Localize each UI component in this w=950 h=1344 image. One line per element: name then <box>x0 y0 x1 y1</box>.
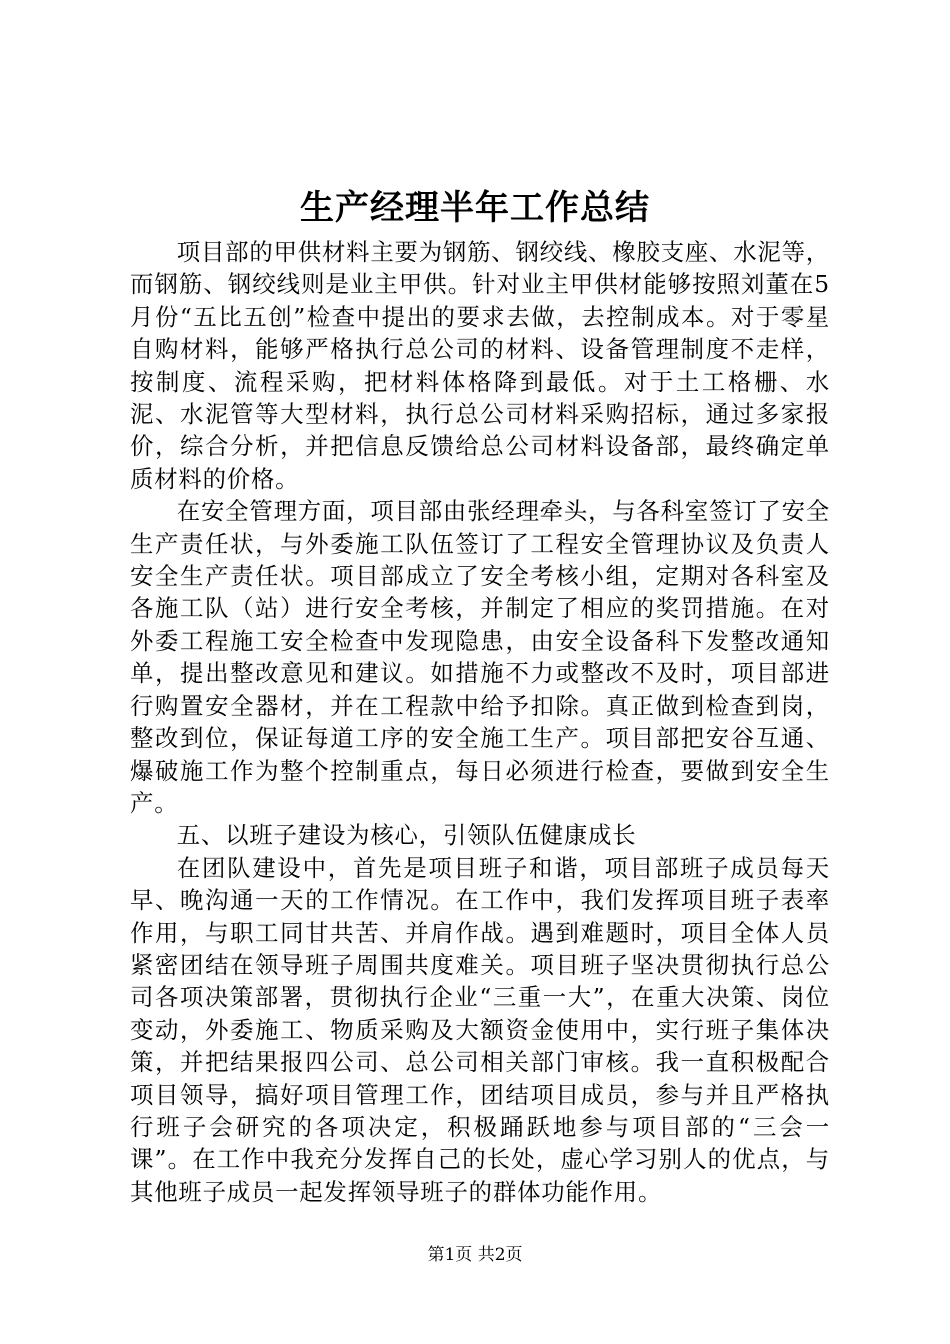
section-heading: 五、以班子建设为核心，引领队伍健康成长 <box>176 821 637 850</box>
document-title: 生产经理半年工作总结 <box>300 188 650 228</box>
paragraph-team: 在团队建设中，首先是项目班子和谐，项目部班子成员每天早、晚沟通一天的工作情况。在工作中，我们发挥项目班子表率作用，与职工同甘共苦、并肩作战。遇到难题时，项目全体人员紧密团结在领导班子周围共度难关。项目班子坚决贯彻执行总公司各项决策部署，贯彻执行企业“三重一大”，在重大决策、岗位变动，外委施工、物质采购及大额资金使用中，实行班子集体决策，并把结果报四公司、总公司相关部门审核。我一直积极配合项目领导，搞好项目管理工作，团结项目成员，参与并且严格执行班子会研究的各项决定，积极踊跃地参与项目部的“三会一课”。在工作中我充分发挥自己的长处，虚心学习别人的优点，与其他班子成员一起发挥领导班子的群体功能作用。 <box>130 853 830 1206</box>
page-number: 第1页 共2页 <box>427 1245 523 1265</box>
document-body <box>130 236 830 1208</box>
paragraph-materials: 项目部的甲供材料主要为钢筋、钢绞线、橡胶支座、水泥等，而钢筋、钢绞线则是业主甲供。针对业主甲供材能够按照刘董在5月份“五比五创”检查中提出的要求去做，去控制成本。对于零星自购材料，能够严格执行总公司的材料、设备管理制度不走样，按制度、流程采购，把材料体格降到最低。对于土工格栅、水泥、水泥管等大型材料，执行总公司材料采购招标，通过多家报价，综合分析，并把信息反馈给总公司材料设备部，最终确定单质材料的价格。 <box>130 238 830 493</box>
paragraph-safety: 在安全管理方面，项目部由张经理牵头，与各科室签订了安全生产责任状，与外委施工队伍签订了工程安全管理协议及负责人安全生产责任状。项目部成立了安全考核小组，定期对各科室及各施工队（站）进行安全考核，并制定了相应的奖罚措施。在对外委工程施工安全检查中发现隐患，由安全设备科下发整改通知单，提出整改意见和建议。如措施不力或整改不及时，项目部进行购置安全器材，并在工程款中给予扣除。真正做到检查到岗，整改到位，保证每道工序的安全施工生产。项目部把安谷互通、爆破施工作为整个控制重点，每日必须进行检查，要做到安全生产。 <box>130 497 830 817</box>
